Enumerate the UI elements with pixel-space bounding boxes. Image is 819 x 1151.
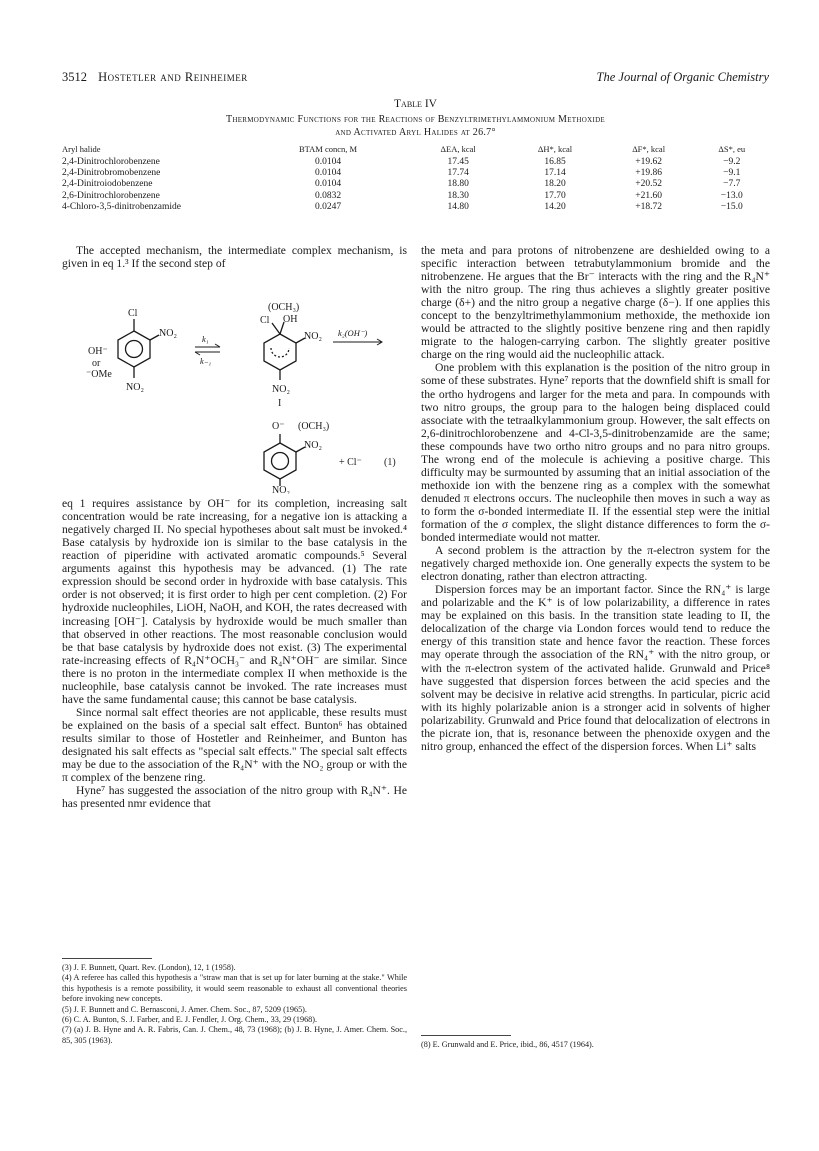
table-cell: −7.7 [723,179,741,190]
table-cell: 17.70 [544,190,566,201]
hydroxide-label: OH⁻ [88,346,108,358]
chlorine-label: Cl [260,315,270,327]
chloride-label: + Cl⁻ [339,457,362,469]
page-header [62,70,769,90]
nitro-label: NO₂ [272,384,290,396]
table-header: ΔH*, kcal [537,144,573,154]
table-cell: +19.86 [635,168,663,179]
table-cell: +18.72 [635,201,663,212]
table-header: Aryl halide [62,144,101,154]
chlorine-label: Cl [128,308,138,320]
table-caption-line2: and Activated Aryl Halides at 26.7° [335,127,496,138]
table-cell: 0.0104 [314,168,342,179]
table-cell: 18.30 [447,190,469,201]
footnotes-right [421,1040,770,1050]
table-cell: 16.85 [544,157,566,167]
sigma-complex-ring [264,322,305,380]
intermediate-label-I: I [278,398,282,410]
table-row [62,157,769,168]
footnote-rule [421,1035,511,1036]
paragraph: Since normal salt effect theories are not applicable, these results must be explained on the basis of a special salt effect. Bunton⁶ has obtained results similar to those of Hostetler and Reinheimer, and Bunton has designated his salt effects as "special salt effects." The special salt effects may be due to the association of the R₄N⁺ with the NO₂ group or with the π complex of the benzene ring. [62,705,407,785]
footnote: (7) (a) J. B. Hyne and A. R. Fabris, Can. J. Chem., 48, 73 (1968); (b) J. B. Hyne, J. Amer. Chem. Soc., 85, 305 (1963). [62,1025,407,1045]
table-row [62,179,769,190]
table-cell: 14.80 [447,201,469,212]
footnote: (5) J. F. Bunnett and C. Bernasconi, J. Amer. Chem. Soc., 87, 5209 (1965). [62,1004,307,1014]
table-row [62,168,769,179]
footnote-rule [62,958,152,959]
product-ring [264,434,305,486]
running-authors: Hostetler and Reinheimer [98,70,248,84]
table-cell: 2,4-Dinitrobromobenzene [62,168,161,179]
header-left [62,70,248,85]
paragraph: eq 1 requires assistance by OH⁻ for its completion, increasing salt concentration would be rate increasing, for a negative ion is attacking a negatively charged II. No special hypotheses about salt must be invoked.⁴ Base catalysis by hydroxide ion is similar to the base catalysis in the reaction of piperidine with activated aromatic compounds.⁵ Several arguments against this hypothesis may be advanced. (1) The rate expression should be second order in hydroxide with base catalysis. This order is not observed; it is first order to high per cent completion. (2) For hydroxide nucleophiles, LiOH, NaOH, and KOH, the rates decreased with increasing [OH⁻]. Catalysis by hydroxide would be much smaller than that observed in other reactions. The most reasonable conclusion would be that base catalysis by hydroxide does not exist. (3) The experimental rate-increasing effects of R₄N⁺OCH₃⁻ and R₄N⁺OH⁻ are similar. Since there is no proton in the intermediate complex II when methoxide is the nucleophile, base catalysis cannot be invoked. The rate increases must have the same fundamental cause; this cannot be base catalysis. [62,497,407,706]
paragraph: A second problem is the attraction by the π-electron system for the negatively charged methoxide ion. One generally expects the system to be electron donating, rather than electron attracting. [421,544,770,584]
table-cell: 4-Chloro-3,5-dinitrobenzamide [62,201,181,212]
table-cell: 2,4-Dinitrochlorobenzene [62,157,160,167]
paragraph: The accepted mechanism, the intermediate complex mechanism, is given in eq 1.³ If the second step of [62,244,407,271]
table-cell: +21.60 [635,190,663,201]
table-row [62,202,769,213]
benzene-ring [118,319,159,378]
footnote: (8) E. Grunwald and E. Price, ibid., 86, 4517 (1964). [421,1040,594,1049]
table-cell: 18.20 [544,179,566,190]
rate-constant-k1: k₁ [202,334,209,345]
nitro-label: NO₂ [304,331,322,343]
table-cell: 17.45 [447,157,469,167]
nitro-label: NO₂ [126,382,144,394]
table-header-row [62,142,769,157]
right-column [421,244,770,753]
nitro-label: NO₂ [159,328,177,340]
table-header: ΔS*, eu [718,144,746,154]
equation-number: (1) [384,457,396,469]
nitro-label: NO₂ [304,440,322,452]
reaction-scheme-drawing [62,272,407,494]
paragraph: One problem with this explanation is the position of the nitro group in some of these substrates. Hyne⁷ reports that the downfield shift is small for the ortho hydrogens and larger for the meta and para. In compounds with two nitro groups, the group para to the halogen being displaced could associate with the tetraalkylammonium group. However, the salt effects on 2,6-dinitrochlorobenzene and 4-Cl-3,5-dinitrobenzamide are the same; these compounds have two ortho nitro groups and no para nitro groups. The wrong end of the molecule is achieving a positive charge. This difficulty may be surmounted by assuming that an initial association of the methoxide ion with the benzene ring as a complex with the somewhat denuded π electrons occurs. The nucleophile then moves in such a way as to form the σ-bonded intermediate II. If the essential step were the initial formation of the σ complex, the slight distance differences to form the σ-bonded intermediate would not matter. [421,361,770,545]
table-cell: −9.1 [723,168,741,179]
footnote: (3) J. F. Bunnett, Quart. Rev. (London), 12, 1 (1958). [62,963,236,972]
table-header: ΔF*, kcal [632,144,666,154]
methoxide-label: ⁻OMe [86,369,112,381]
table-cell: 17.74 [447,168,469,179]
paragraph: Hyne⁷ has suggested the association of the nitro group with R₄N⁺. He has presented nmr evidence that [62,784,407,811]
footnote: (6) C. A. Bunton, S. J. Farber, and E. J. Fendler, J. Org. Chem., 33, 29 (1968). [62,1015,318,1025]
table-cell: 0.0104 [314,157,342,167]
table-cell: −9.2 [723,157,741,167]
page-number: 3512 [62,70,87,84]
paragraph: Dispersion forces may be an important factor. Since the RN₄⁺ is large and polarizable and the K⁺ is of low polarizability, a difference in rates may be explained on this basis. In the transition state leading to II, the delocalization of the charge via London forces would tend to reduce the energy of this transition state and hence favor the reaction. These forces may operate through the association of the RN₄⁺ with the nitro group, or with the π-electron system of the activated halide. Grunwald and Price⁸ have suggested that dispersion forces between the acid species and the solvent may be decisive in relative acid strengths. In particular, picric acid with its highly polarizable anion is a stronger acid in solvents of higher polarizability. Grunwald and Price found that delocalization of electrons in the picrate ion, that is, resonance between the phenoxide oxygen and the nitro group, enhanced the effect of the dispersion forces. When Li⁺ salts [421,583,770,753]
nitro-label: NO₂ [272,485,290,495]
hydroxyl-label: OH [283,314,298,326]
table-cell: +19.62 [635,157,663,167]
table-caption-line1: Thermodynamic Functions for the Reactions of Benzyltrimethylammonium Methoxide [225,114,606,125]
table-cell: 14.20 [544,201,566,212]
left-column [62,244,407,810]
table-cell: 17.14 [544,168,566,179]
paragraph: the meta and para protons of nitrobenzene are deshielded owing to a specific interaction between tetrabutylammonium bromide and the nitrobenzene. He argues that the Br⁻ interacts with the ring and the R₄N⁺ with the nitro group. The ring thus achieves a slightly greater positive charge (δ+) and the nitro group a negative charge (δ−). If one applies this concept to the benzyltrimethylammonium methoxide, the methoxide ion would be attracted to the slightly positive benzene ring and then rapidly migrate to the halogen-carrying carbon. The slightly greater positive charge on the ring would aid the nucleophilic attack. [421,244,770,362]
footnote: (4) A referee has called this hypothesis a "straw man that is set up for later burning at the stake." While this hypothesis is a remote possibility, it would seem reasonable to exhaust all conventional theories before invoking new concepts. [62,973,407,1004]
table-header: BTAM concn, M [298,144,358,154]
methoxy-label: (OCH₃) [298,421,330,433]
table-cell: 0.0104 [314,179,342,190]
table-cell: 2,4-Dinitroiodobenzene [62,179,153,190]
reaction-scheme [62,272,407,494]
table-cell: 18.80 [447,179,469,190]
table-cell: 0.0832 [314,190,342,201]
table-cell: −13.0 [720,190,743,201]
table-cell: +20.52 [635,179,663,190]
table-header: ΔEA, kcal [440,144,476,154]
forward-arrow [333,339,382,345]
rate-constant-k2: k₂(OH⁻) [338,328,368,339]
table-cell: 2,6-Dinitrochlorobenzene [62,190,160,201]
thermodynamic-table [62,142,769,213]
table-cell: 0.0247 [314,201,342,212]
table-title: Table IV [394,98,437,110]
or-label: or [92,358,101,370]
methoxy-label: (OCH₃) [268,302,300,314]
journal-name: The Journal of Organic Chemistry [596,70,769,84]
alkoxide-label: O⁻ [272,421,285,433]
equilibrium-arrow [195,344,220,355]
rate-constant-k-1: k₋₁ [200,356,212,367]
table-cell: −15.0 [720,201,743,212]
table-row [62,191,769,202]
footnotes-left [62,963,407,1046]
